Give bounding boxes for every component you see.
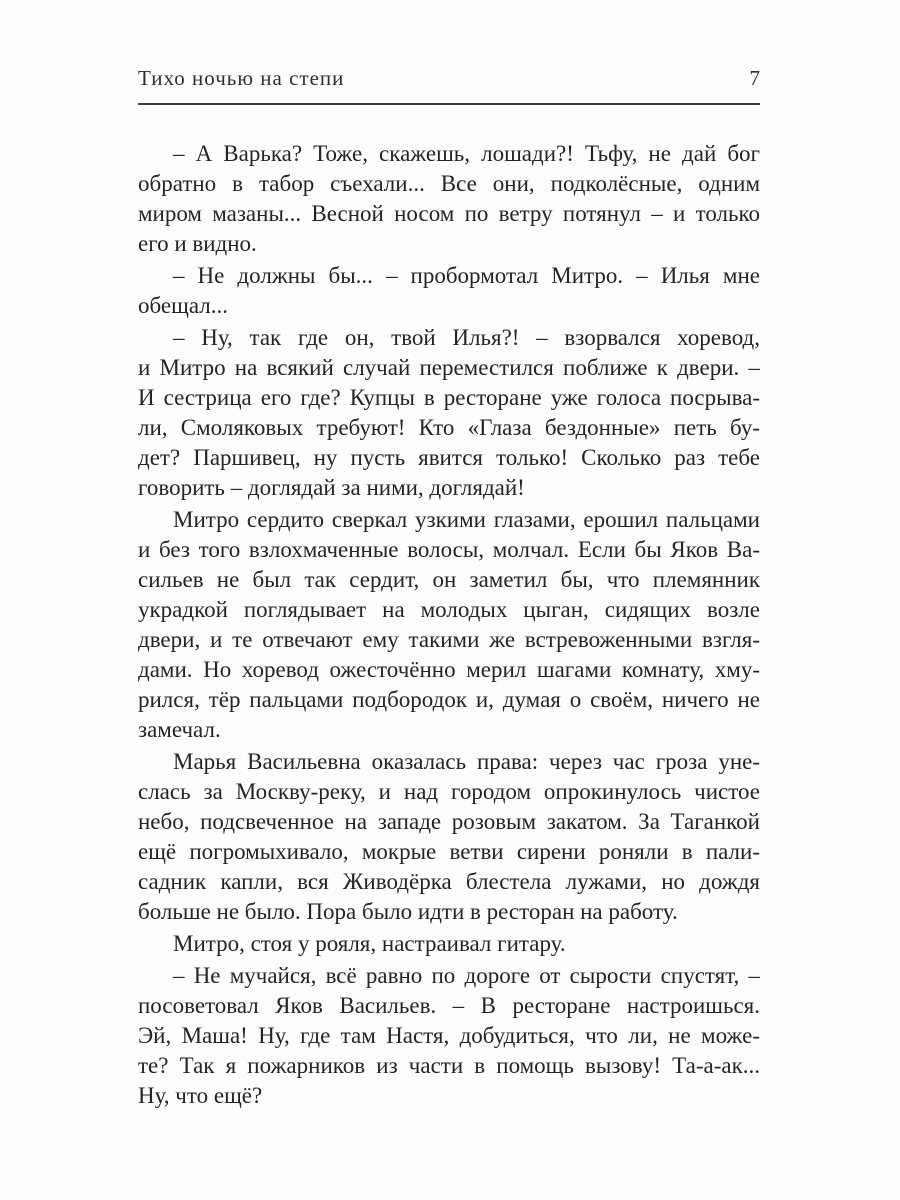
text-line: те? Так я пожарников из части в помощь вызову! Та-а-ак... bbox=[138, 1053, 760, 1078]
text-line: – Не должны бы... – пробормотал Митро. – Илья мне bbox=[173, 263, 760, 288]
text-line: миром мазаны... Весной носом по ветру потянул – и только bbox=[138, 201, 760, 226]
paragraph bbox=[138, 505, 760, 745]
page-number: 7 bbox=[749, 66, 760, 90]
text-line: садник капли, вся Живодёрка блестела лужами, но дождя bbox=[138, 869, 760, 894]
text-line: обещал... bbox=[138, 293, 228, 318]
paragraph bbox=[138, 323, 760, 503]
text-line: ещё погромыхивало, мокрые ветви сирени роняли в пали- bbox=[138, 839, 760, 864]
page-body bbox=[138, 139, 760, 1113]
text-line: сильев не был так сердит, он заметил бы, что племянник bbox=[138, 567, 760, 592]
running-title: Тихо ночью на степи bbox=[138, 66, 345, 90]
text-line: и Митро на всякий случай переместился поближе к двери. – bbox=[138, 355, 760, 380]
paragraph bbox=[138, 139, 760, 259]
text-line: и без того взлохмаченные волосы, молчал. Если бы Яков Ва- bbox=[138, 537, 760, 562]
text-line: слась за Москву-реку, и над городом опрокинулось чистое bbox=[138, 779, 760, 804]
text-line: обратно в табор съехали... Все они, подколёсные, одним bbox=[138, 171, 760, 196]
text-line: ли, Смоляковых требуют! Кто «Глаза бездонные» петь бу- bbox=[138, 415, 760, 440]
text-line: И сестрица его где? Купцы в ресторане уже голоса посрыва- bbox=[138, 385, 760, 410]
page-header bbox=[138, 66, 760, 91]
paragraph bbox=[138, 261, 760, 321]
text-line: его и видно. bbox=[138, 231, 257, 256]
text-line: – А Варька? Тоже, скажешь, лошади?! Тьфу, не дай бог bbox=[173, 141, 760, 166]
text-line: Марья Васильевна оказалась права: через час гроза уне- bbox=[173, 749, 760, 774]
header-divider bbox=[138, 103, 760, 105]
text-line: замечал. bbox=[138, 717, 221, 742]
text-line: Эй, Маша! Ну, где там Настя, добудиться, что ли, не може- bbox=[138, 1023, 760, 1048]
text-line: Митро сердито сверкал узкими глазами, ерошил пальцами bbox=[173, 507, 760, 532]
paragraph bbox=[138, 747, 760, 927]
text-line: – Не мучайся, всё равно по дороге от сырости спустят, – bbox=[173, 963, 760, 988]
text-line: дами. Но хоревод ожесточённо мерил шагами комнату, хму- bbox=[138, 657, 760, 682]
text-line: говорить – доглядай за ними, доглядай! bbox=[138, 475, 525, 500]
paragraph bbox=[138, 961, 760, 1111]
text-line: посоветовал Яков Васильев. – В ресторане настроишься. bbox=[138, 993, 760, 1018]
paragraph bbox=[138, 929, 760, 959]
text-line: двери, и те отвечают ему такими же встревоженными взгля- bbox=[138, 627, 760, 652]
text-line: – Ну, так где он, твой Илья?! – взорвался хоревод, bbox=[173, 325, 760, 350]
text-line: больше не было. Пора было идти в ресторан на работу. bbox=[138, 899, 678, 924]
text-line: Ну, что ещё? bbox=[138, 1083, 263, 1108]
text-line: украдкой поглядывает на молодых цыган, сидящих возле bbox=[138, 597, 760, 622]
text-line: Митро, стоя у рояля, настраивал гитару. bbox=[173, 931, 566, 956]
text-line: небо, подсвеченное на западе розовым закатом. За Таганкой bbox=[138, 809, 760, 834]
text-line: дет? Паршивец, ну пусть явится только! Сколько раз тебе bbox=[138, 445, 760, 470]
text-line: рился, тёр пальцами подбородок и, думая о своём, ничего не bbox=[138, 687, 760, 712]
